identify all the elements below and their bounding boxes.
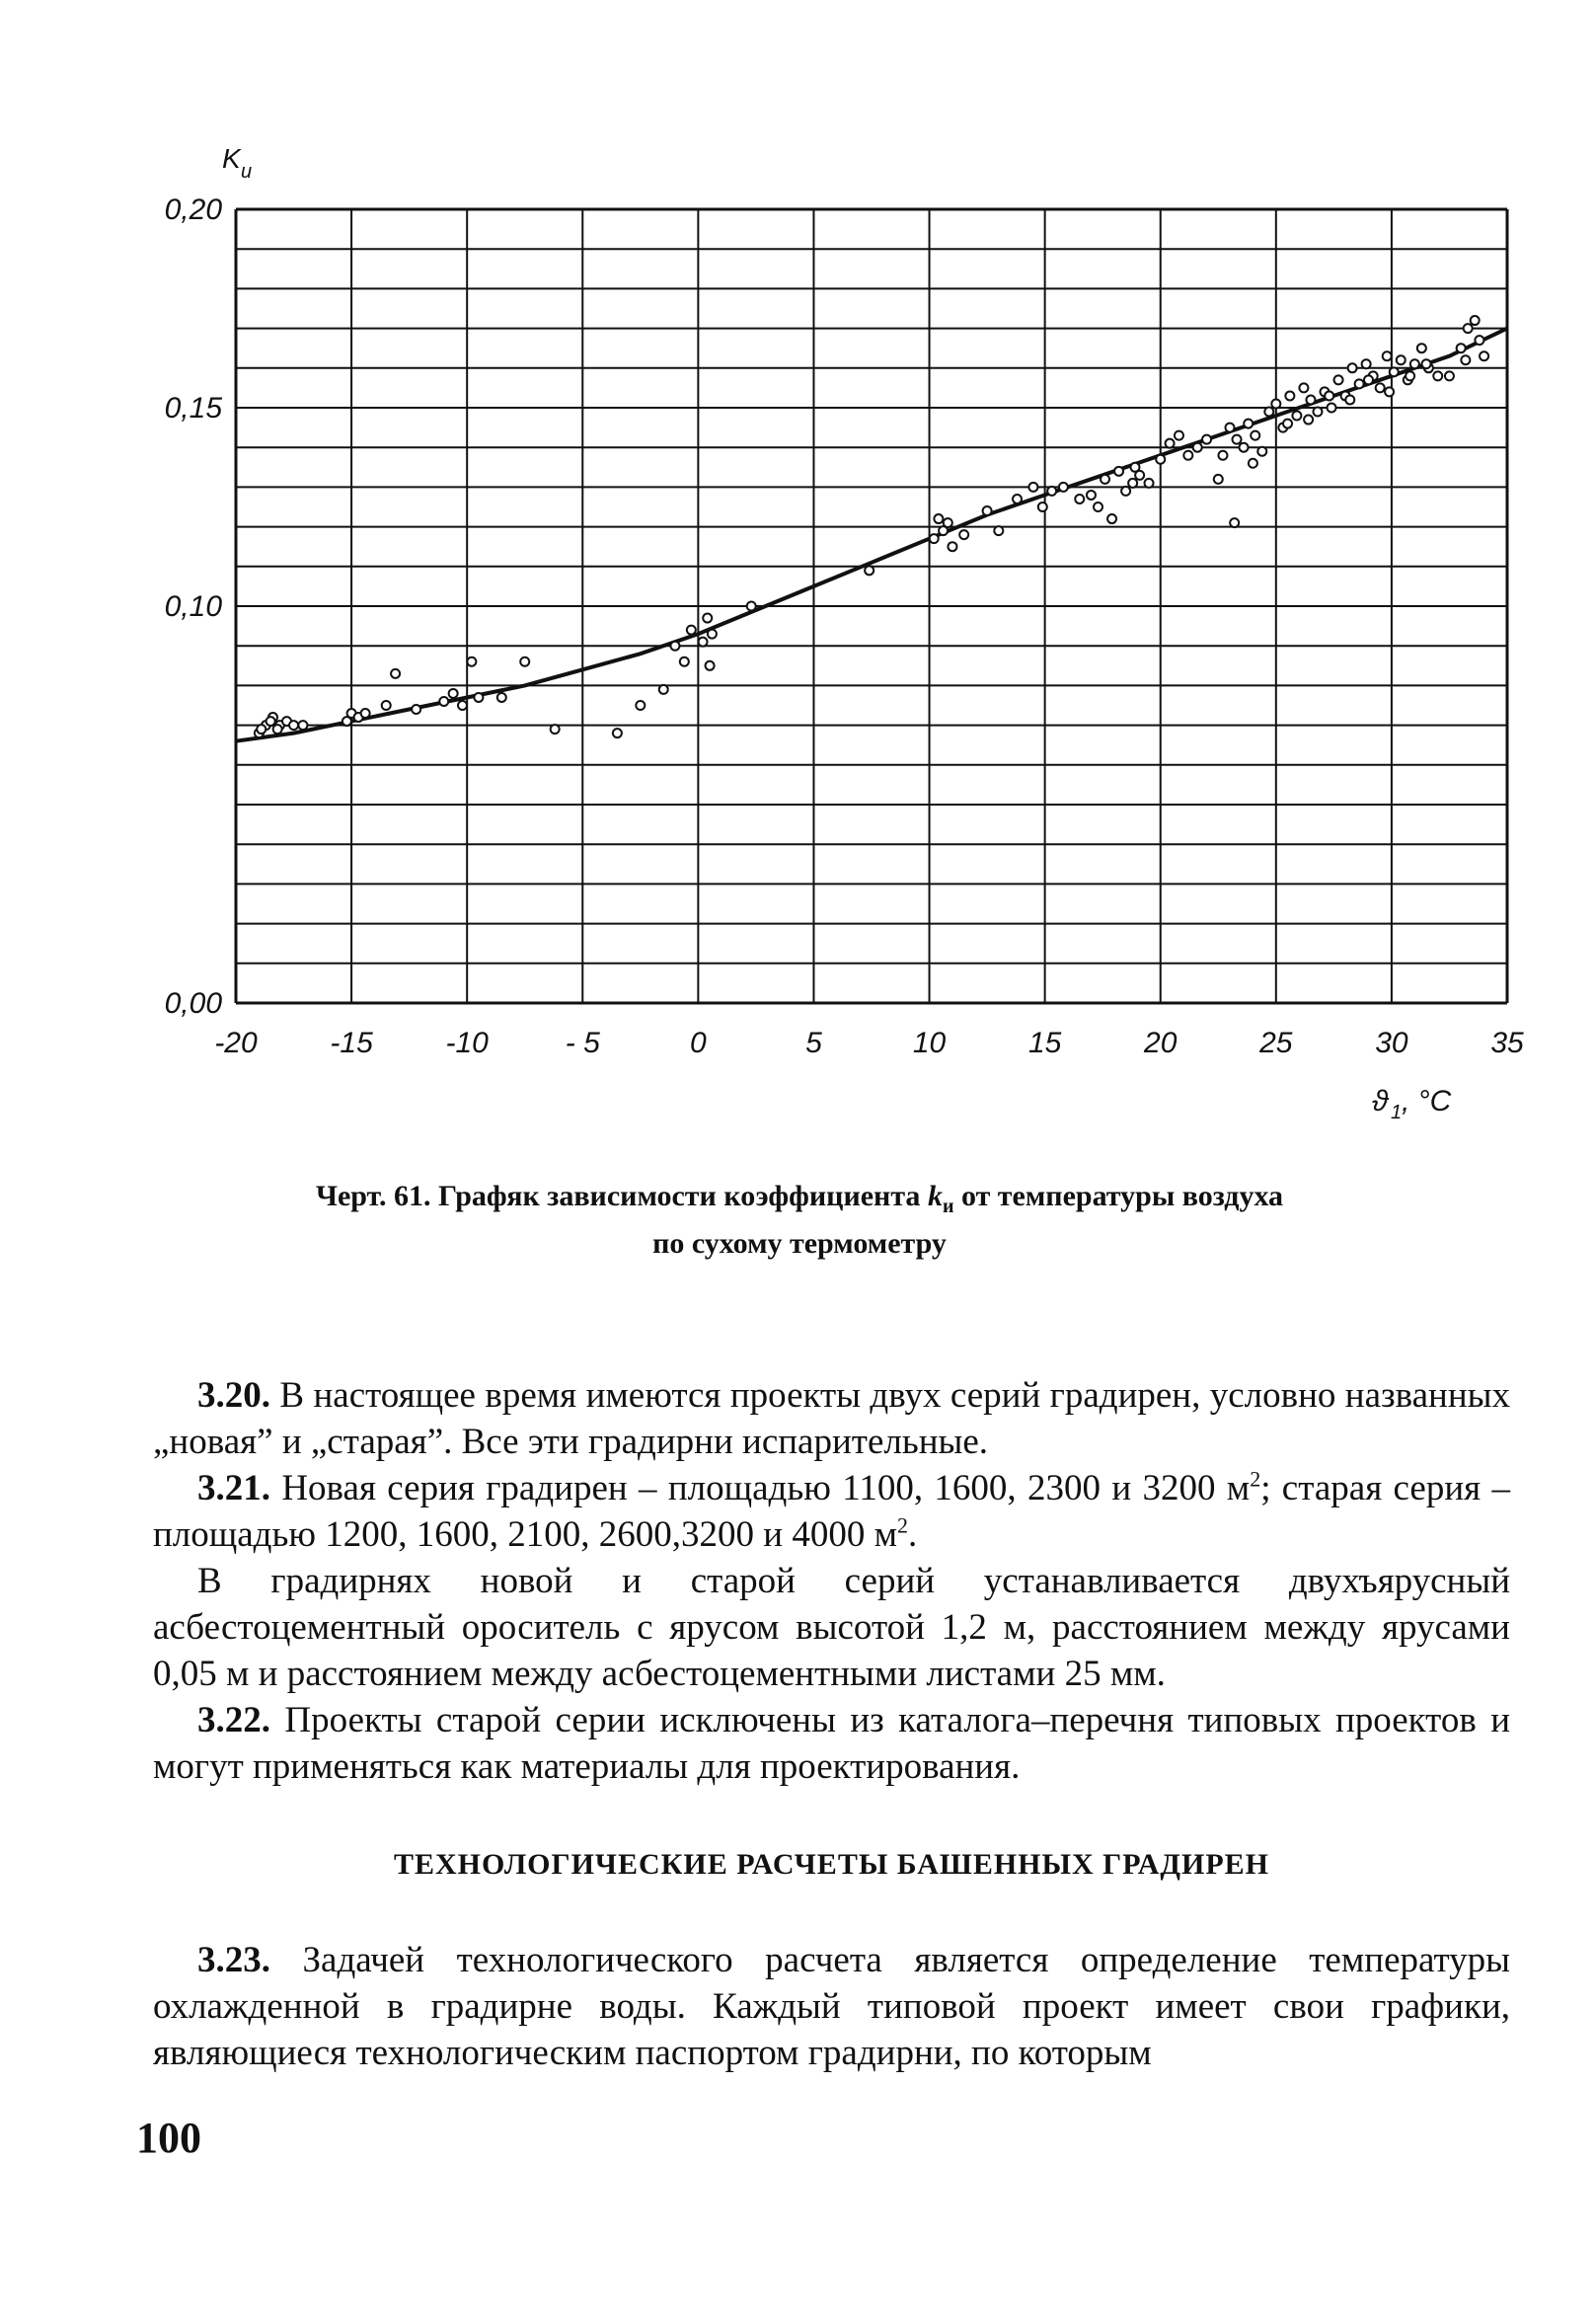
data-point [959,530,968,539]
data-point [1214,475,1223,484]
paragraph-text: Проекты старой серии исключены из каталога–перечня типовых проектов и могут применяться как материалы для проектирования. [153,1700,1510,1787]
data-point [1271,399,1280,408]
data-point [1264,408,1273,417]
data-point [636,701,645,710]
caption-symbol: k [927,1180,943,1212]
data-point [391,669,400,678]
data-point [1249,459,1257,468]
data-point [1383,351,1392,360]
data-point [1283,420,1292,428]
x-tick-label: 15 [1027,1027,1062,1059]
data-point [687,626,696,635]
data-point [747,602,756,611]
data-point [1406,371,1414,380]
data-point [467,657,476,666]
paragraph-3-23 [153,1937,1510,2076]
fit-curve [236,329,1507,741]
data-point [551,725,560,734]
data-point [1433,371,1442,380]
data-point [412,705,420,714]
data-point [273,725,282,734]
data-point [659,685,668,694]
data-point [1013,495,1022,503]
data-point [497,693,506,702]
data-point [1218,451,1227,460]
x-axis-label-subscript: 1 [1391,1102,1403,1123]
data-point [1047,487,1056,496]
data-point [458,701,467,710]
data-point [1325,391,1333,400]
data-point [1233,435,1242,444]
x-tick-label: 35 [1490,1027,1524,1059]
data-point [1464,324,1473,333]
data-point [1445,371,1454,380]
page-number: 100 [136,2114,201,2162]
paragraph-asbestos: В градирнях новой и старой серий устанавливается двухъярусный асбестоцементный ороситель с ярусом высотой 1,2 м, расстоянием между ярусами 0,05 м и расстоянием между асбестоцементными листами 25 мм. [153,1561,1510,1694]
paragraph-number: 3.23. [197,1940,270,1980]
data-point [1480,351,1488,360]
data-point [1345,395,1354,404]
data-point [983,506,992,515]
data-point [1202,435,1211,444]
paragraph-text: Задачей технологического расчета является определение температуры охлажденной в градирне воды. Каждый типовой проект имеет свои графики, являющиеся технологическим паспортом градирни, по которым [153,1940,1510,2073]
data-point [1244,420,1253,428]
data-point [1075,495,1084,503]
data-point [1183,451,1192,460]
data-point [1471,316,1480,325]
data-point [1156,455,1165,464]
data-point [699,638,708,647]
x-tick-label: -15 [330,1027,373,1059]
x-axis-label-unit: , °C [1402,1085,1452,1118]
data-point [1225,424,1234,432]
data-point [361,709,370,718]
chart [0,0,1596,1145]
y-tick-label: 0,15 [164,392,222,425]
y-axis-label: K [222,143,241,174]
data-point [1328,404,1336,413]
data-point [1390,367,1399,376]
y-axis-label-subscript: и [241,161,253,183]
data-point [1292,412,1301,421]
y-tick-label: 0,10 [164,590,222,623]
paragraph-3-21 [153,1465,1510,1558]
paragraph-number: 3.20. [197,1375,270,1416]
data-point [930,534,939,543]
data-point [1087,491,1096,500]
data-point [1304,416,1313,425]
paragraph-text: ; старая серия – площадью 1200, 1600, 2100, 2600,3200 и 4000 м [153,1468,1510,1555]
paragraph-number: 3.21. [197,1468,270,1508]
data-point [1417,344,1426,352]
y-tick-label: 0,20 [164,193,222,226]
data-point [934,514,943,523]
data-point [613,729,622,737]
data-point [680,657,689,666]
data-point [1230,518,1239,527]
data-point [1355,379,1364,388]
data-point [1422,359,1431,368]
data-point [1397,355,1406,364]
superscript: 2 [1250,1466,1261,1492]
data-point [1145,479,1154,488]
data-point [1257,447,1266,456]
paragraph-text: . [907,1514,918,1555]
data-point [1038,502,1047,511]
data-point [1028,483,1037,492]
data-point [474,693,483,702]
paragraph-3-22 [153,1697,1510,1790]
data-point [1362,359,1371,368]
data-point [1101,475,1109,484]
data-point [1385,387,1394,396]
paragraph-3-20 [153,1372,1510,1465]
data-point [298,721,307,730]
x-tick-label: 0 [690,1027,707,1059]
data-point [1376,383,1385,392]
data-point [703,614,712,623]
data-point [670,642,679,651]
data-point [1135,471,1144,480]
x-axis-label: ϑ [1372,1085,1389,1118]
data-point [1094,502,1102,511]
paragraph-text: В настоящее время имеются проекты двух серий градирен, условно названных „новая” и „старая”. Все эти градирни испарительные. [153,1375,1510,1462]
data-point [1461,355,1470,364]
y-tick-label: 0,00 [164,987,222,1020]
data-point [1240,443,1249,452]
data-point [708,630,717,639]
section-heading: ТЕХНОЛОГИЧЕСКИЕ РАСЧЕТЫ БАШЕННЫХ ГРАДИРЕН [393,1848,1270,1881]
figure-caption [178,1178,1421,1263]
x-tick-label: 5 [805,1027,822,1059]
data-point [706,661,715,670]
x-tick-label: -20 [214,1027,258,1059]
paragraph-text: Новая серия градирен – площадью 1100, 1600, 2300 и 3200 м [270,1468,1251,1508]
data-point [1114,467,1123,476]
data-point [439,697,448,706]
data-point [1193,443,1202,452]
x-tick-label: 20 [1144,1027,1178,1059]
superscript: 2 [896,1512,908,1538]
data-point [1121,487,1130,496]
caption-line-1 [178,1178,1421,1225]
data-point [994,526,1003,535]
data-point [1457,344,1466,352]
data-point [1364,375,1373,384]
data-point [520,657,529,666]
data-point [382,701,391,710]
data-point [449,689,458,698]
x-tick-label: 10 [912,1027,947,1059]
x-tick-label: -10 [445,1027,489,1059]
data-point [1059,483,1068,492]
data-point [289,721,298,730]
data-point [865,566,874,575]
data-point [944,518,952,527]
data-point [1128,479,1137,488]
data-point [1251,431,1259,440]
data-point [266,717,275,726]
x-tick-label: - 5 [565,1027,600,1059]
data-point [1285,391,1294,400]
data-point [257,725,266,734]
data-point [1334,375,1343,384]
data-point [948,542,956,551]
caption-prefix: Черт. 61. Графяк зависимости коэффициента [315,1180,928,1212]
body-text [153,1372,1510,2076]
caption-line-2: по сухому термометру [652,1227,947,1260]
data-point [1475,336,1483,345]
x-tick-label: 25 [1259,1027,1293,1059]
data-point [1107,514,1116,523]
caption-symbol-subscript: и [942,1196,954,1217]
paragraph-number: 3.22. [197,1700,270,1740]
data-point [1299,383,1308,392]
data-point [1410,359,1419,368]
caption-suffix: от температуры воздуха [953,1180,1284,1212]
data-point [1348,363,1357,372]
x-tick-label: 30 [1375,1027,1408,1059]
data-point [1175,431,1183,440]
data-point [1166,439,1175,448]
data-point [1313,408,1322,417]
data-point [1306,395,1315,404]
